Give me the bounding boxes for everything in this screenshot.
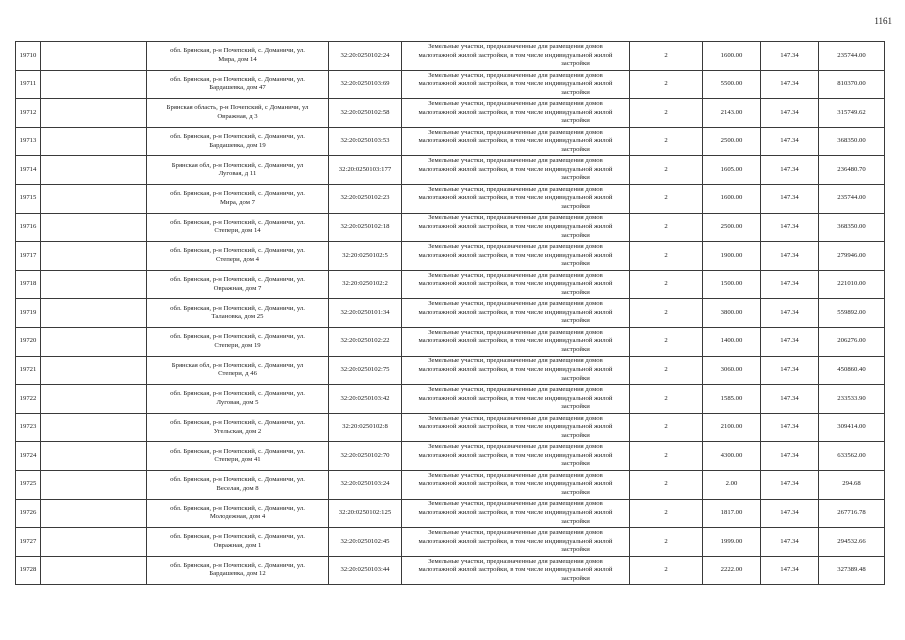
land-use-line-2: малоэтажной жилой застройки, в том числе индивидуальной жилой	[418, 366, 613, 374]
address-cell	[147, 327, 329, 356]
row-number: 19723	[16, 413, 41, 442]
area-value: 1500.00	[703, 270, 761, 299]
address-cell	[147, 42, 329, 71]
area-value: 1585.00	[703, 385, 761, 414]
table-row	[16, 442, 885, 471]
land-use-cell	[402, 528, 630, 557]
row-number: 19724	[16, 442, 41, 471]
land-use-line-1: Земельные участки, предназначенные для размещения домов	[428, 128, 603, 136]
cadastral-number: 32:20:0250102:8	[329, 413, 402, 442]
group-count: 2	[630, 499, 703, 528]
address-cell	[147, 385, 329, 414]
land-use-cell	[402, 127, 630, 156]
empty-cell	[41, 156, 147, 185]
area-value: 1600.00	[703, 42, 761, 71]
row-number: 19711	[16, 70, 41, 99]
address-line-2: Талановка, дом 25	[211, 313, 264, 321]
row-number: 19712	[16, 99, 41, 128]
cadastral-value: 235744.00	[819, 184, 885, 213]
table-row	[16, 156, 885, 185]
empty-cell	[41, 70, 147, 99]
cadastral-number: 32:20:0250103:24	[329, 470, 402, 499]
empty-cell	[41, 42, 147, 71]
area-value: 3060.00	[703, 356, 761, 385]
land-use-cell	[402, 42, 630, 71]
empty-cell	[41, 99, 147, 128]
land-use-line-3: застройки	[561, 174, 590, 182]
cadastral-number: 32:20:0250102:125	[329, 499, 402, 528]
address-cell	[147, 556, 329, 585]
land-registry-table	[15, 41, 885, 585]
group-count: 2	[630, 356, 703, 385]
address-cell	[147, 127, 329, 156]
address-line-2: Угельская, дом 2	[213, 427, 262, 435]
land-use-line-3: застройки	[561, 546, 590, 554]
cadastral-rate: 147.34	[761, 184, 819, 213]
land-use-line-3: застройки	[561, 317, 590, 325]
table-row	[16, 327, 885, 356]
cadastral-rate: 147.34	[761, 99, 819, 128]
table-row	[16, 385, 885, 414]
land-use-line-2: малоэтажной жилой застройки, в том числе индивидуальной жилой	[418, 251, 613, 259]
table-row	[16, 127, 885, 156]
address-cell	[147, 70, 329, 99]
group-count: 2	[630, 242, 703, 271]
table-row	[16, 184, 885, 213]
empty-cell	[41, 299, 147, 328]
group-count: 2	[630, 184, 703, 213]
cadastral-number: 32:20:0250102:18	[329, 213, 402, 242]
area-value: 3800.00	[703, 299, 761, 328]
area-value: 2222.00	[703, 556, 761, 585]
land-use-line-1: Земельные участки, предназначенные для размещения домов	[428, 100, 603, 108]
address-line-2: Бардашевка, дом 12	[209, 570, 266, 578]
land-use-line-3: застройки	[561, 346, 590, 354]
page-number: 1161	[874, 16, 892, 26]
land-use-cell	[402, 70, 630, 99]
address-line-2: Овражная, дом 1	[213, 541, 262, 549]
area-value: 4300.00	[703, 442, 761, 471]
land-use-cell	[402, 299, 630, 328]
land-use-line-2: малоэтажной жилой застройки, в том числе индивидуальной жилой	[418, 165, 613, 173]
land-use-line-2: малоэтажной жилой застройки, в том числе индивидуальной жилой	[418, 423, 613, 431]
address-line-2: Степери, дом 41	[214, 456, 261, 464]
land-use-line-2: малоэтажной жилой застройки, в том числе индивидуальной жилой	[418, 509, 613, 516]
area-value: 1600.00	[703, 184, 761, 213]
cadastral-rate: 147.34	[761, 127, 819, 156]
area-value: 2.00	[703, 470, 761, 499]
address-line-2: Молодежная, дом 4	[209, 513, 266, 521]
land-use-line-1: Земельные участки, предназначенные для размещения домов	[428, 386, 603, 394]
group-count: 2	[630, 470, 703, 499]
land-use-line-2: малоэтажной жилой застройки, в том числе индивидуальной жилой	[418, 451, 613, 459]
row-number: 19720	[16, 327, 41, 356]
address-line-1: обл. Брянская, р-н Почепский, с. Доманичи, ул.	[170, 333, 305, 341]
land-use-line-3: застройки	[561, 431, 590, 439]
empty-cell	[41, 213, 147, 242]
cadastral-rate: 147.34	[761, 270, 819, 299]
row-number: 19718	[16, 270, 41, 299]
cadastral-value: 233533.90	[819, 385, 885, 414]
address-line-2: Мира, дом 14	[218, 55, 257, 63]
group-count: 2	[630, 42, 703, 71]
cadastral-number: 32:20:0250102:45	[329, 528, 402, 557]
land-use-cell	[402, 442, 630, 471]
land-use-line-3: застройки	[561, 145, 590, 153]
group-count: 2	[630, 299, 703, 328]
land-use-cell	[402, 213, 630, 242]
land-use-line-3: застройки	[561, 117, 590, 125]
cadastral-rate: 147.34	[761, 356, 819, 385]
table-row	[16, 299, 885, 328]
cadastral-number: 32:20:0250102:23	[329, 184, 402, 213]
row-number: 19725	[16, 470, 41, 499]
address-line-1: обл. Брянская, р-н Почепский, с. Доманичи, ул.	[170, 533, 305, 541]
land-use-line-1: Земельные участки, предназначенные для размещения домов	[428, 443, 603, 451]
land-use-line-1: Земельные участки, предназначенные для размещения домов	[428, 500, 603, 508]
empty-cell	[41, 184, 147, 213]
address-line-1: обл. Брянская, р-н Почепский, с. Доманичи, ул.	[170, 418, 305, 426]
cadastral-value: 236480.70	[819, 156, 885, 185]
cadastral-number: 32:20:0250102:70	[329, 442, 402, 471]
address-line-1: обл. Брянская, р-н Почепский, с. Доманичи, ул.	[170, 247, 305, 255]
land-use-line-3: застройки	[561, 231, 590, 239]
table-row	[16, 470, 885, 499]
area-value: 1817.00	[703, 499, 761, 528]
cadastral-value: 450860.40	[819, 356, 885, 385]
land-use-line-1: Земельные участки, предназначенные для размещения домов	[428, 414, 603, 422]
cadastral-rate: 147.34	[761, 156, 819, 185]
cadastral-value: 810370.00	[819, 70, 885, 99]
row-number: 19713	[16, 127, 41, 156]
cadastral-rate: 147.34	[761, 442, 819, 471]
address-line-2: Луговая, д 11	[218, 170, 257, 178]
cadastral-number: 32:20:0250102:22	[329, 327, 402, 356]
cadastral-rate: 147.34	[761, 42, 819, 71]
group-count: 2	[630, 99, 703, 128]
cadastral-rate: 147.34	[761, 528, 819, 557]
cadastral-number: 32:20:0250103:177	[329, 156, 402, 185]
cadastral-number: 32:20:0250103:44	[329, 556, 402, 585]
empty-cell	[41, 127, 147, 156]
cadastral-rate: 147.34	[761, 299, 819, 328]
cadastral-rate: 147.34	[761, 470, 819, 499]
land-use-line-3: застройки	[561, 489, 590, 496]
address-line-2: Бардашевка, дом 19	[209, 141, 266, 149]
table-row	[16, 499, 885, 528]
cadastral-value: 327389.48	[819, 556, 885, 585]
table-row	[16, 70, 885, 99]
address-line-2: Степери, д 46	[218, 370, 257, 378]
address-cell	[147, 184, 329, 213]
land-use-line-1: Земельные участки, предназначенные для размещения домов	[428, 243, 603, 251]
address-line-1: обл. Брянская, р-н Почепский, с. Доманичи, ул.	[170, 390, 305, 398]
cadastral-value: 206276.00	[819, 327, 885, 356]
land-use-line-3: застройки	[561, 403, 590, 411]
empty-cell	[41, 556, 147, 585]
empty-cell	[41, 327, 147, 356]
cadastral-number: 32:20:0250102:75	[329, 356, 402, 385]
cadastral-value: 221010.00	[819, 270, 885, 299]
area-value: 5500.00	[703, 70, 761, 99]
cadastral-rate: 147.34	[761, 242, 819, 271]
address-cell	[147, 499, 329, 528]
cadastral-rate: 147.34	[761, 213, 819, 242]
land-use-line-1: Земельные участки, предназначенные для размещения домов	[428, 185, 603, 193]
land-use-line-2: малоэтажной жилой застройки, в том числе индивидуальной жилой	[418, 566, 613, 574]
land-use-line-2: малоэтажной жилой застройки, в том числе индивидуальной жилой	[418, 280, 613, 288]
group-count: 2	[630, 127, 703, 156]
area-value: 1900.00	[703, 242, 761, 271]
address-cell	[147, 356, 329, 385]
address-line-1: обл. Брянская, р-н Почепский, с. Доманичи, ул.	[170, 561, 305, 569]
cadastral-value: 309414.00	[819, 413, 885, 442]
empty-cell	[41, 413, 147, 442]
empty-cell	[41, 442, 147, 471]
row-number: 19714	[16, 156, 41, 185]
cadastral-number: 32:20:0250102:5	[329, 242, 402, 271]
address-line-1: Брянская обл, р-н Почепский, с. Доманичи, ул	[171, 161, 304, 169]
cadastral-value: 267716.78	[819, 499, 885, 528]
land-use-line-3: застройки	[561, 60, 590, 68]
empty-cell	[41, 470, 147, 499]
land-use-line-1: Земельные участки, предназначенные для размещения домов	[428, 271, 603, 279]
group-count: 2	[630, 413, 703, 442]
table-row	[16, 99, 885, 128]
address-cell	[147, 442, 329, 471]
cadastral-rate: 147.34	[761, 70, 819, 99]
land-use-line-3: застройки	[561, 574, 590, 582]
table-row	[16, 528, 885, 557]
address-line-2: Веселая, дом 8	[216, 484, 259, 492]
address-line-2: Овражная, д 3	[217, 112, 258, 120]
empty-cell	[41, 499, 147, 528]
empty-cell	[41, 356, 147, 385]
group-count: 2	[630, 327, 703, 356]
cadastral-number: 32:20:0250103:53	[329, 127, 402, 156]
land-use-line-2: малоэтажной жилой застройки, в том числе индивидуальной жилой	[418, 308, 613, 316]
address-line-1: обл. Брянская, р-н Почепский, с. Доманичи, ул.	[170, 275, 305, 283]
address-line-1: обл. Брянская, р-н Почепский, с. Доманичи, ул.	[170, 504, 305, 512]
empty-cell	[41, 270, 147, 299]
land-use-cell	[402, 470, 630, 499]
row-number: 19726	[16, 499, 41, 528]
land-use-cell	[402, 99, 630, 128]
address-line-1: Брянская область, р-н Почепский, с Доманичи, ул	[166, 104, 309, 112]
land-use-line-3: застройки	[561, 260, 590, 268]
land-use-line-2: малоэтажной жилой застройки, в том числе индивидуальной жилой	[418, 137, 613, 145]
cadastral-value: 279946.00	[819, 242, 885, 271]
cadastral-value: 294.68	[819, 470, 885, 499]
cadastral-number: 32:20:0250102:58	[329, 99, 402, 128]
table-row	[16, 270, 885, 299]
area-value: 2500.00	[703, 213, 761, 242]
area-value: 1999.00	[703, 528, 761, 557]
table-row	[16, 556, 885, 585]
address-line-1: обл. Брянская, р-н Почепский, с. Доманичи, ул.	[170, 304, 305, 312]
row-number: 19715	[16, 184, 41, 213]
land-use-line-2: малоэтажной жилой застройки, в том числе индивидуальной жилой	[418, 223, 613, 231]
cadastral-rate: 147.34	[761, 327, 819, 356]
cadastral-number: 32:20:0250103:42	[329, 385, 402, 414]
row-number: 19719	[16, 299, 41, 328]
cadastral-number: 32:20:0250102:2	[329, 270, 402, 299]
cadastral-value: 559892.00	[819, 299, 885, 328]
group-count: 2	[630, 156, 703, 185]
address-line-2: Степери, дом 14	[214, 227, 261, 235]
cadastral-value: 315749.62	[819, 99, 885, 128]
row-number: 19728	[16, 556, 41, 585]
address-cell	[147, 242, 329, 271]
group-count: 2	[630, 70, 703, 99]
address-cell	[147, 413, 329, 442]
land-use-cell	[402, 156, 630, 185]
cadastral-number: 32:20:0250101:34	[329, 299, 402, 328]
table-row	[16, 242, 885, 271]
row-number: 19727	[16, 528, 41, 557]
land-use-cell	[402, 184, 630, 213]
land-use-cell	[402, 242, 630, 271]
empty-cell	[41, 528, 147, 557]
address-line-2: Луговая, дом 5	[216, 398, 259, 406]
address-line-1: обл. Брянская, р-н Почепский, с. Доманичи, ул.	[170, 75, 305, 83]
group-count: 2	[630, 556, 703, 585]
address-line-1: обл. Брянская, р-н Почепский, с. Доманичи, ул.	[170, 47, 305, 55]
land-use-line-1: Земельные участки, предназначенные для размещения домов	[428, 557, 603, 565]
cadastral-value: 235744.00	[819, 42, 885, 71]
row-number: 19721	[16, 356, 41, 385]
table-row	[16, 42, 885, 71]
empty-cell	[41, 242, 147, 271]
row-number: 19717	[16, 242, 41, 271]
land-use-cell	[402, 413, 630, 442]
cadastral-value: 294532.66	[819, 528, 885, 557]
land-use-line-3: застройки	[561, 203, 590, 211]
address-cell	[147, 299, 329, 328]
land-use-line-1: Земельные участки, предназначенные для размещения домов	[428, 328, 603, 336]
group-count: 2	[630, 213, 703, 242]
address-line-1: Брянская обл, р-н Почепский, с. Доманичи, ул	[171, 361, 304, 369]
address-line-2: Бардашевка, дом 47	[209, 84, 266, 92]
group-count: 2	[630, 442, 703, 471]
land-use-cell	[402, 327, 630, 356]
land-use-line-2: малоэтажной жилой застройки, в том числе индивидуальной жилой	[418, 480, 613, 488]
land-use-line-1: Земельные участки, предназначенные для размещения домов	[428, 157, 603, 165]
address-cell	[147, 470, 329, 499]
land-use-line-1: Земельные участки, предназначенные для размещения домов	[428, 300, 603, 308]
cadastral-rate: 147.34	[761, 413, 819, 442]
cadastral-rate: 147.34	[761, 385, 819, 414]
land-use-line-3: застройки	[561, 88, 590, 96]
land-use-line-3: застройки	[561, 460, 590, 468]
address-line-1: обл. Брянская, р-н Почепский, с. Доманичи, ул.	[170, 132, 305, 140]
cadastral-rate: 147.34	[761, 499, 819, 528]
land-use-cell	[402, 499, 630, 528]
area-value: 1605.00	[703, 156, 761, 185]
group-count: 2	[630, 528, 703, 557]
land-use-line-2: малоэтажной жилой застройки, в том числе индивидуальной жилой	[418, 194, 613, 202]
land-use-cell	[402, 356, 630, 385]
land-use-line-1: Земельные участки, предназначенные для размещения домов	[428, 357, 603, 365]
group-count: 2	[630, 385, 703, 414]
address-line-1: обл. Брянская, р-н Почепский, с. Доманичи, ул.	[170, 218, 305, 226]
land-use-line-3: застройки	[561, 374, 590, 382]
area-value: 1400.00	[703, 327, 761, 356]
cadastral-value: 368350.00	[819, 213, 885, 242]
area-value: 2500.00	[703, 127, 761, 156]
cadastral-value: 368350.00	[819, 127, 885, 156]
land-use-line-1: Земельные участки, предназначенные для размещения домов	[428, 529, 603, 536]
address-line-2: Овражная, дом 7	[213, 284, 262, 292]
land-use-line-1: Земельные участки, предназначенные для размещения домов	[428, 71, 603, 79]
address-cell	[147, 156, 329, 185]
table-row	[16, 213, 885, 242]
land-use-line-2: малоэтажной жилой застройки, в том числе индивидуальной жилой	[418, 80, 613, 88]
address-cell	[147, 270, 329, 299]
address-line-1: обл. Брянская, р-н Почепский, с. Доманичи, ул.	[170, 476, 305, 484]
land-use-line-2: малоэтажной жилой застройки, в том числе индивидуальной жилой	[418, 537, 613, 545]
land-use-line-1: Земельные участки, предназначенные для размещения домов	[428, 214, 603, 222]
area-value: 2100.00	[703, 413, 761, 442]
row-number: 19722	[16, 385, 41, 414]
empty-cell	[41, 385, 147, 414]
address-line-2: Степери, дом 19	[214, 341, 261, 349]
group-count: 2	[630, 270, 703, 299]
address-cell	[147, 528, 329, 557]
land-use-line-2: малоэтажной жилой застройки, в том числе индивидуальной жилой	[418, 51, 613, 59]
land-use-line-3: застройки	[561, 288, 590, 296]
land-use-line-2: малоэтажной жилой застройки, в том числе индивидуальной жилой	[418, 394, 613, 402]
land-use-cell	[402, 556, 630, 585]
land-use-cell	[402, 385, 630, 414]
table-row	[16, 356, 885, 385]
address-line-2: Степери, дом 4	[216, 255, 259, 263]
cadastral-value: 633562.00	[819, 442, 885, 471]
cadastral-rate: 147.34	[761, 556, 819, 585]
land-use-line-1: Земельные участки, предназначенные для размещения домов	[428, 42, 603, 50]
table-row	[16, 413, 885, 442]
land-use-cell	[402, 270, 630, 299]
land-use-line-3: застройки	[561, 517, 590, 525]
land-use-line-1: Земельные участки, предназначенные для размещения домов	[428, 471, 603, 479]
table-body	[16, 42, 885, 585]
cadastral-number: 32:20:0250102:24	[329, 42, 402, 71]
row-number: 19710	[16, 42, 41, 71]
cadastral-number: 32:20:0250103:69	[329, 70, 402, 99]
address-line-2: Мира, дом 7	[219, 198, 256, 206]
address-cell	[147, 99, 329, 128]
land-use-line-2: малоэтажной жилой застройки, в том числе индивидуальной жилой	[418, 337, 613, 345]
address-line-1: обл. Брянская, р-н Почепский, с. Доманичи, ул.	[170, 190, 305, 198]
area-value: 2143.00	[703, 99, 761, 128]
address-cell	[147, 213, 329, 242]
land-use-line-2: малоэтажной жилой застройки, в том числе индивидуальной жилой	[418, 108, 613, 116]
row-number: 19716	[16, 213, 41, 242]
address-line-1: обл. Брянская, р-н Почепский, с. Доманичи, ул.	[170, 447, 305, 455]
